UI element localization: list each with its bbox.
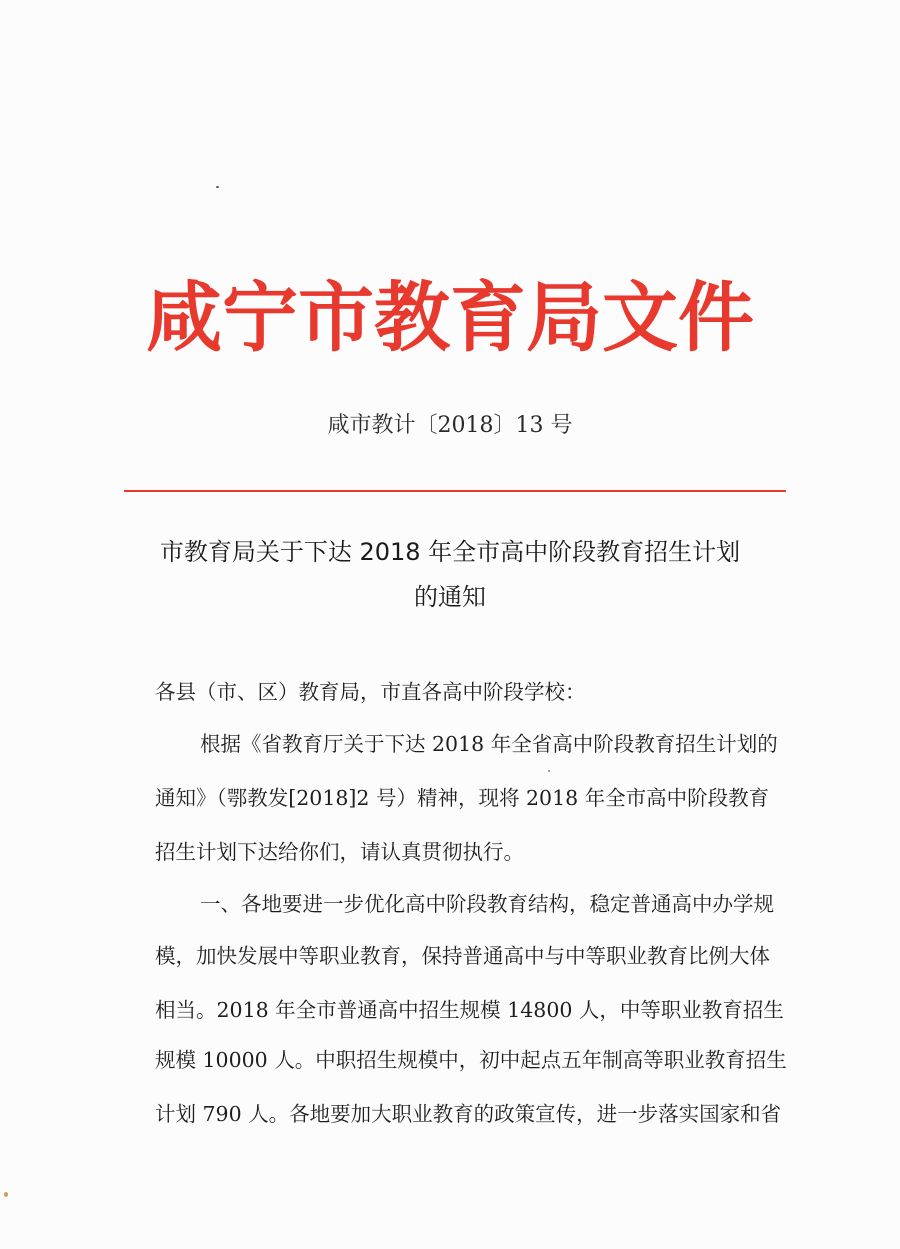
paragraph-1-line-2: 通知》（鄂教发[2018]2 号）精神，现将 2018 年全市高中阶段教育 (155, 786, 770, 810)
letterhead-title: 咸宁市教育局文件 (146, 273, 754, 362)
paragraph-2-line-3: 相当。2018 年全市普通高中招生规模 14800 人，中等职业教育招生 (155, 998, 784, 1022)
scan-speck (216, 186, 219, 188)
paragraph-2-line-5: 计划 790 人。各地要加大职业教育的政策宣传，进一步落实国家和省 (155, 1102, 782, 1126)
paragraph-1-line-3: 招生计划下达给你们，请认真贯彻执行。 (155, 840, 524, 864)
paragraph-2-line-1: 一、各地要进一步优化高中阶段教育结构，稳定普通高中办学规 (200, 892, 774, 916)
paragraph-1-line-1: 根据《省教育厅关于下达 2018 年全省高中阶段教育招生计划的 (200, 732, 778, 756)
scan-speck (4, 1192, 8, 1197)
scan-speck (548, 770, 550, 772)
paragraph-2-line-4: 规模 10000 人。中职招生规模中，初中起点五年制高等职业教育招生 (155, 1048, 787, 1072)
notice-title-line-2: 的通知 (414, 583, 486, 611)
salutation: 各县（市、区）教育局，市直各高中阶段学校： (155, 680, 586, 704)
notice-title-line-1: 市教育局关于下达 2018 年全市高中阶段教育招生计划 (159, 538, 741, 566)
document-number: 咸市教计〔2018〕13 号 (327, 413, 573, 438)
paragraph-2-line-2: 模，加快发展中等职业教育，保持普通高中与中等职业教育比例大体 (155, 944, 770, 968)
red-divider-line (124, 490, 786, 492)
